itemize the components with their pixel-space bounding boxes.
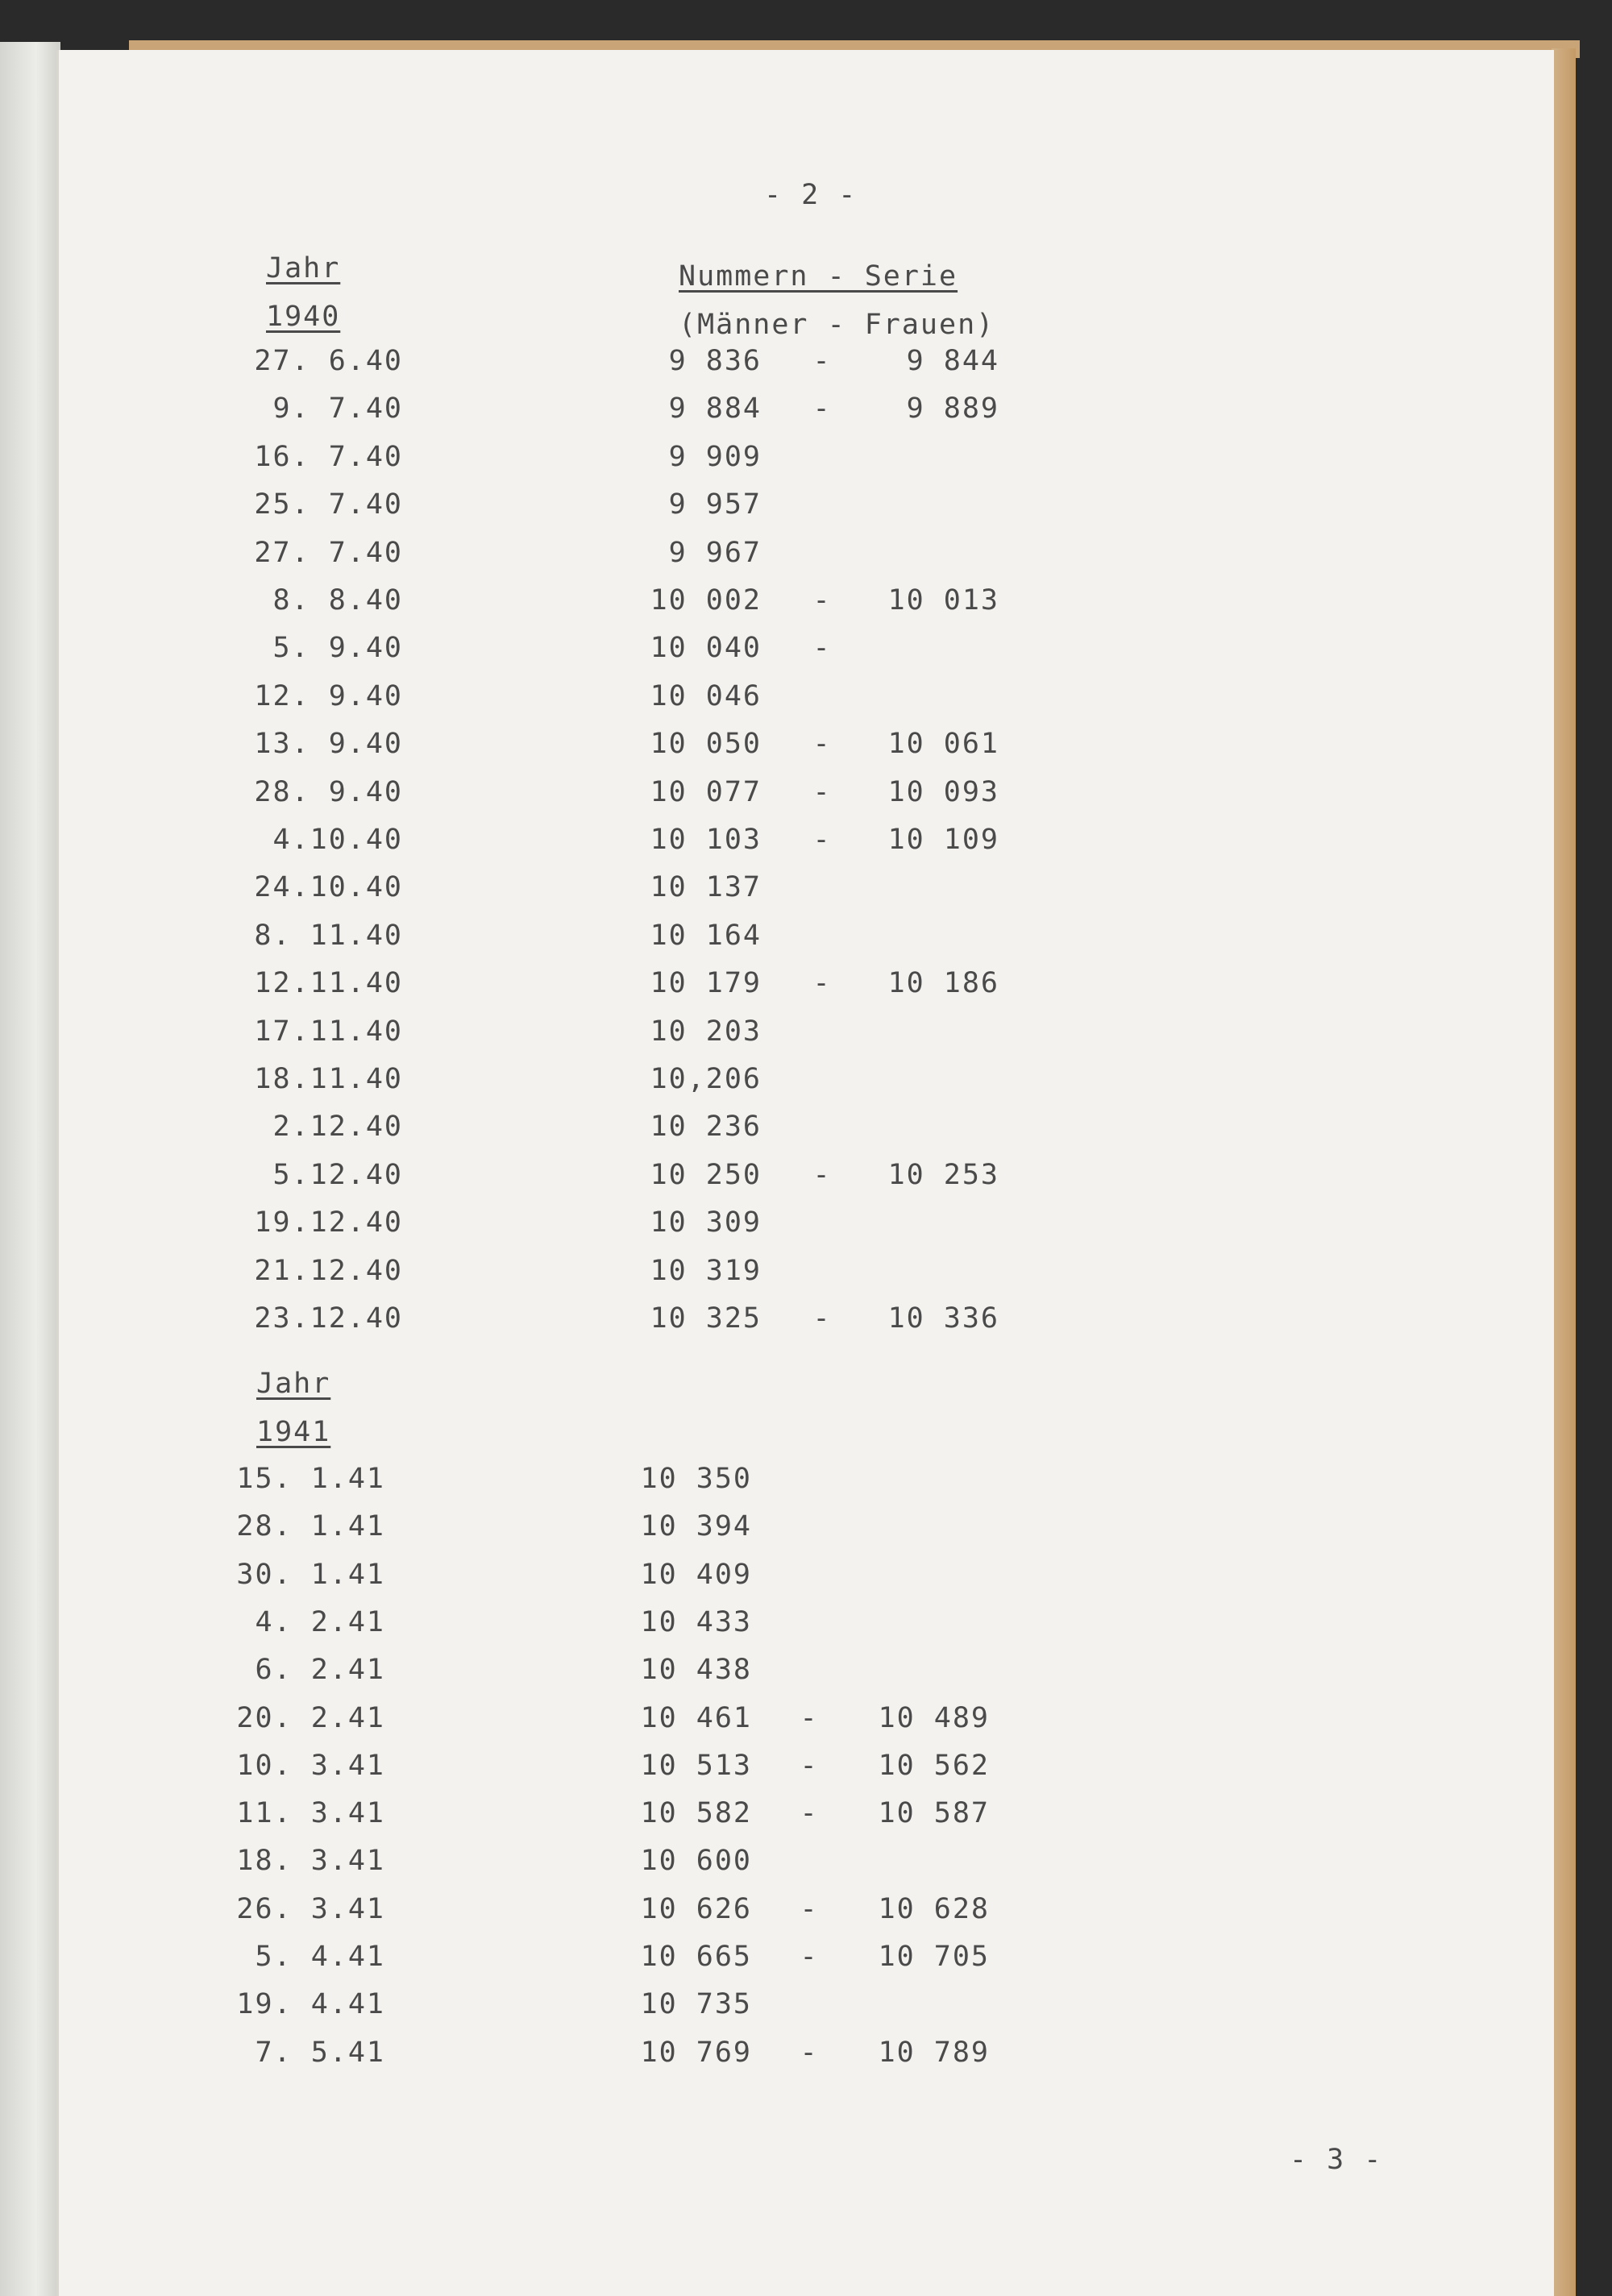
series-end-cell: 9 844 [906,345,999,377]
series-dash: - [812,584,832,617]
date-cell: 25. 7.40 [254,488,403,521]
table-row [0,1302,1612,1343]
series-end-cell: 10 587 [878,1797,990,1830]
table-row [0,1893,1612,1933]
date-cell: 18.11.40 [254,1063,403,1095]
series-end-cell: 9 889 [906,392,999,426]
series-dash: - [800,1892,819,1925]
date-cell: 15. 1.41 [236,1463,385,1495]
table-row [0,1206,1612,1247]
date-cell: 11. 3.41 [236,1797,385,1830]
table-row [0,345,1612,385]
table-row [0,680,1612,720]
series-start-cell: 10 319 [650,1254,762,1287]
series-start-cell: 10 179 [650,967,762,1000]
series-end-cell: 10 789 [878,2036,990,2069]
date-cell: 5. 9.40 [272,632,403,665]
table-row [0,728,1612,768]
series-dash: - [812,1158,832,1191]
date-cell: 8. 8.40 [272,584,403,617]
series-dash: - [812,824,832,856]
series-end-cell: 10 253 [887,1158,999,1191]
date-cell: 9. 7.40 [272,392,403,426]
date-cell: 8. 11.40 [254,919,403,952]
date-cell: 18. 3.41 [236,1845,385,1878]
date-cell: 27. 6.40 [254,345,403,377]
series-start-cell: 10 409 [640,1558,752,1591]
series-start-cell: 10 600 [640,1845,752,1878]
series-start-cell: 10 164 [650,919,762,952]
date-cell: 4.10.40 [272,824,403,856]
date-cell: 6. 2.41 [255,1654,385,1687]
series-start-cell: 9 967 [668,536,762,569]
table-row [0,1111,1612,1151]
series-start-cell: 10,206 [650,1063,762,1095]
series-dash: - [812,1302,832,1335]
table-row [0,1941,1612,1981]
date-cell: 28. 9.40 [254,775,403,808]
series-start-cell: 10 236 [650,1111,762,1144]
date-cell: 21.12.40 [254,1254,403,1287]
table-row [0,1654,1612,1694]
table-row [0,1510,1612,1551]
date-cell: 13. 9.40 [254,728,403,761]
date-cell: 20. 2.41 [236,1701,385,1734]
series-end-cell: 10 093 [887,775,999,808]
series-start-cell: 9 836 [668,345,762,377]
table-row [0,537,1612,577]
column-header-series: Nummern - Serie [679,260,958,293]
series-start-cell: 10 626 [640,1892,752,1925]
series-start-cell: 10 461 [640,1701,752,1734]
table-row [0,824,1612,864]
series-end-cell: 10 628 [878,1892,990,1925]
series-dash: - [800,1797,819,1830]
series-dash: - [800,1941,819,1973]
series-end-cell: 10 562 [878,1749,990,1782]
column-subheader-men-women: (Männer - Frauen) [679,309,995,341]
table-row [0,488,1612,529]
section-year-1941: 1941 [256,1416,331,1448]
series-start-cell: 10 350 [640,1463,752,1495]
series-start-cell: 10 077 [650,775,762,808]
series-end-cell: 10 489 [878,1701,990,1734]
series-start-cell: 10 137 [650,871,762,904]
section-year-1940: 1940 [266,301,341,333]
table-row [0,441,1612,481]
series-start-cell: 10 050 [650,728,762,761]
series-start-cell: 10 103 [650,824,762,856]
series-dash: - [800,1701,819,1734]
date-cell: 19. 4.41 [236,1988,385,2021]
series-start-cell: 10 665 [640,1941,752,1973]
table-row [0,1702,1612,1742]
series-start-cell: 10 040 [650,632,762,665]
series-end-cell: 10 705 [878,1941,990,1973]
table-row [0,967,1612,1007]
series-start-cell: 10 309 [650,1206,762,1239]
series-start-cell: 10 438 [640,1654,752,1687]
table-row [0,1750,1612,1790]
date-cell: 23.12.40 [254,1302,403,1335]
series-dash: - [800,2036,819,2069]
date-cell: 24.10.40 [254,871,403,904]
series-dash: - [800,1749,819,1782]
series-start-cell: 10 002 [650,584,762,617]
table-row [0,584,1612,625]
table-row [0,1063,1612,1103]
table-row [0,1845,1612,1885]
table-row [0,871,1612,911]
table-row [0,1015,1612,1056]
section-label-1940: Jahr [266,252,341,284]
date-cell: 5. 4.41 [255,1941,385,1973]
series-start-cell: 10 394 [640,1510,752,1543]
date-cell: 30. 1.41 [236,1558,385,1591]
date-cell: 4. 2.41 [255,1605,385,1638]
table-row [0,1606,1612,1646]
date-cell: 7. 5.41 [255,2036,385,2069]
date-cell: 19.12.40 [254,1206,403,1239]
series-start-cell: 10 250 [650,1158,762,1191]
series-start-cell: 10 513 [640,1749,752,1782]
page-number: - 2 - [764,179,858,211]
series-start-cell: 9 884 [668,392,762,426]
next-page-indicator: - 3 - [1290,2144,1383,2176]
date-cell: 10. 3.41 [236,1749,385,1782]
table-row [0,1559,1612,1599]
table-row [0,2037,1612,2077]
table-row [0,632,1612,672]
date-cell: 5.12.40 [272,1158,403,1191]
series-start-cell: 10 433 [640,1605,752,1638]
table-row [0,776,1612,816]
series-start-cell: 10 769 [640,2036,752,2069]
date-cell: 17.11.40 [254,1015,403,1048]
date-cell: 2.12.40 [272,1111,403,1144]
date-cell: 12.11.40 [254,967,403,1000]
series-start-cell: 10 203 [650,1015,762,1048]
table-row [0,920,1612,960]
series-end-cell: 10 186 [887,967,999,1000]
table-row [0,1159,1612,1199]
series-dash: - [812,345,832,377]
series-start-cell: 10 735 [640,1988,752,2021]
series-start-cell: 10 582 [640,1797,752,1830]
series-end-cell: 10 109 [887,824,999,856]
series-start-cell: 9 957 [668,488,762,521]
table-row [0,1797,1612,1837]
series-end-cell: 10 013 [887,584,999,617]
date-cell: 28. 1.41 [236,1510,385,1543]
series-start-cell: 10 046 [650,679,762,712]
date-cell: 16. 7.40 [254,440,403,473]
table-row [0,1255,1612,1295]
series-start-cell: 10 325 [650,1302,762,1335]
series-dash: - [812,632,832,665]
series-end-cell: 10 336 [887,1302,999,1335]
series-dash: - [812,392,832,426]
series-start-cell: 9 909 [668,440,762,473]
table-row [0,392,1612,433]
date-cell: 27. 7.40 [254,536,403,569]
date-cell: 26. 3.41 [236,1892,385,1925]
series-dash: - [812,728,832,761]
series-dash: - [812,775,832,808]
table-row [0,1988,1612,2028]
series-dash: - [812,967,832,1000]
date-cell: 12. 9.40 [254,679,403,712]
section-label-1941: Jahr [256,1368,331,1400]
table-row [0,1463,1612,1503]
series-end-cell: 10 061 [887,728,999,761]
